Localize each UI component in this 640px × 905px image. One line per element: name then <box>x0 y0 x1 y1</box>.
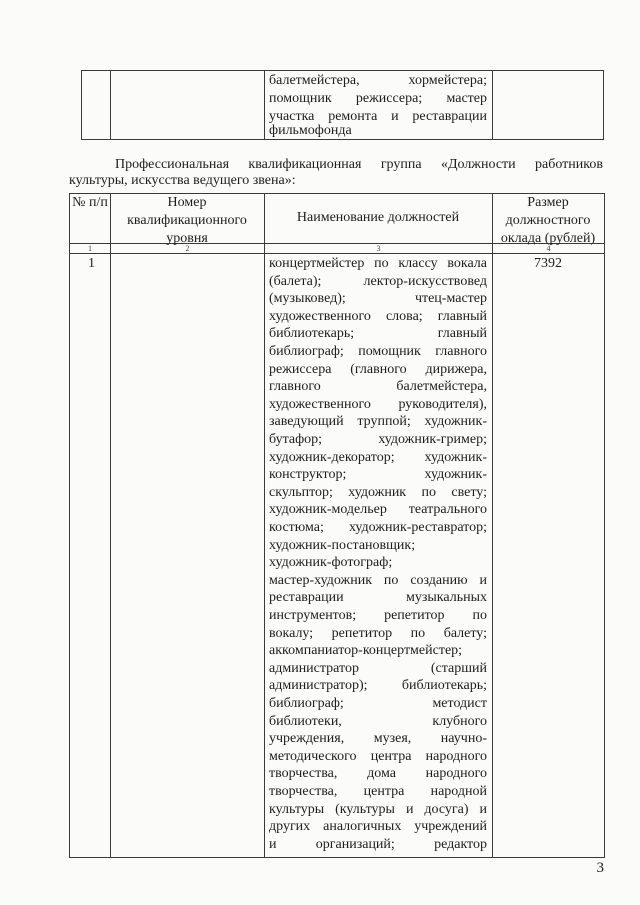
position-line: мастер-художник по созданию и <box>269 572 487 588</box>
position-line: творчества, дома народного <box>269 766 487 782</box>
section-heading-line2: культуры, искусства ведущего звена»: <box>69 173 296 188</box>
position-line: реставрации музыкальных <box>269 590 487 606</box>
table-border-bottom <box>69 857 605 858</box>
top-table-border-top <box>81 70 604 71</box>
position-line: библиотекарь; главный <box>269 326 487 342</box>
page-number: 3 <box>596 860 604 876</box>
position-line: художественного слова; главный <box>269 308 487 324</box>
position-line: инструментов; репетитор по <box>269 608 487 623</box>
position-line: костюма; художник-реставратор; <box>269 520 487 535</box>
position-line: учреждения, музея, научно- <box>269 731 487 747</box>
column-index: 2 <box>185 244 190 253</box>
position-line: вокалу; репетитор по балету; <box>269 625 487 641</box>
position-line: творчества, центра народной <box>269 784 487 799</box>
position-line: скульптор; художник по свету; <box>269 484 487 500</box>
table-border-right <box>604 193 605 858</box>
top-table-border-col4 <box>492 70 493 140</box>
section-heading <box>69 157 603 189</box>
position-line: администратор); библиотекарь; <box>269 678 487 694</box>
position-line: концертмейстер по классу вокала <box>269 256 487 271</box>
position-line: заведующий труппой; художник- <box>269 414 487 430</box>
position-line: других аналогичных учреждений <box>269 819 487 835</box>
row-number: 1 <box>88 256 95 271</box>
row-salary: 7392 <box>534 256 562 271</box>
position-line: конструктор; художник- <box>269 467 487 483</box>
top-table-line: участка ремонта и реставрации <box>269 109 487 124</box>
top-table-border-col3 <box>264 70 265 140</box>
position-line: (балета); лектор-искусствовед <box>269 273 487 289</box>
top-table-border-col2 <box>110 70 111 140</box>
position-line: художник-модельер театрального <box>269 502 487 518</box>
top-table-line: помощник режиссера; мастер <box>269 91 487 106</box>
position-line: художник-декоратор; художник- <box>269 449 487 465</box>
position-line: администратор (старший <box>269 660 487 676</box>
position-line: библиотеки, клубного <box>269 713 487 729</box>
section-heading-line1: Профессиональная квалификационная группа «Должности работников <box>115 157 603 172</box>
position-line: аккомпаниатор-концертмейстер; <box>269 643 463 659</box>
position-line: бутафор; художник-гример; <box>269 432 487 447</box>
position-line: художник-постановщик; <box>269 537 416 553</box>
header-level: Номер квалификационного уровня <box>127 195 247 246</box>
header-salary: Размер должностного оклада (рублей) <box>500 195 596 246</box>
position-line: и организаций; редактор <box>269 836 487 852</box>
position-line: методического центра народного <box>269 748 487 764</box>
header-num: № п/п <box>72 195 108 210</box>
column-index: 1 <box>88 244 92 253</box>
position-line: режиссера (главного дирижера, <box>269 361 487 377</box>
position-line: художественного руководителя), <box>269 396 487 412</box>
table-border-left <box>69 193 70 858</box>
top-table-line: фильмофонда <box>269 123 352 138</box>
top-table-border-left <box>81 70 82 140</box>
column-index: 4 <box>546 244 551 253</box>
position-line: библиограф; помощник главного <box>269 344 487 359</box>
table-border-col4 <box>492 193 493 858</box>
table-border-index-bottom <box>69 253 605 254</box>
position-line: (музыковед); чтец-мастер <box>269 291 487 307</box>
position-line: культуры (культуры и досуга) и <box>269 801 487 817</box>
position-line: художник-фотограф; <box>269 555 393 571</box>
table-border-col3 <box>264 193 265 858</box>
top-table-line: балетмейстера, хормейстера; <box>269 73 487 88</box>
table-border-col2 <box>110 193 111 858</box>
header-name: Наименование должностей <box>296 210 460 225</box>
column-index: 3 <box>376 244 381 253</box>
position-line: главного балетмейстера, <box>269 379 487 395</box>
top-table-border-right <box>603 70 604 140</box>
position-line: библиограф; методист <box>269 696 487 711</box>
